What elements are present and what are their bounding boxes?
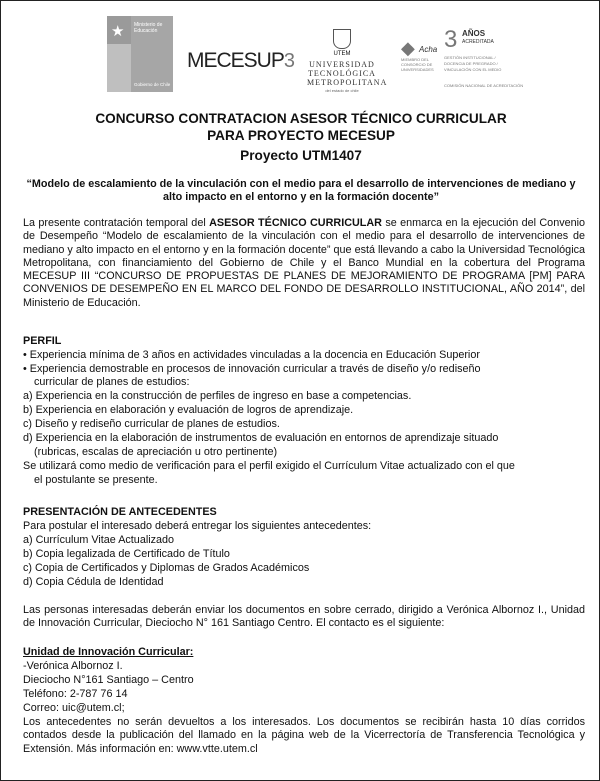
perfil-line: b) Experiencia en elaboración y evaluación de logros de aprendizaje. xyxy=(23,404,354,416)
utem-name2: TECNOLÓGICA xyxy=(308,69,376,78)
antecedentes-heading: PRESENTACIÓN DE ANTECEDENTES xyxy=(23,506,217,518)
contacto-line: -Verónica Albornoz I. xyxy=(23,660,123,672)
intro-pre: La presente contratación temporal del xyxy=(23,217,210,229)
anos-acred: ACREDITADA xyxy=(462,39,494,45)
anos-label: AÑOS xyxy=(462,29,486,38)
gob-line1: Ministerio de xyxy=(134,22,163,28)
utem-logo xyxy=(307,29,388,93)
anos-cna: COMISIÓN NACIONAL DE ACREDITACIÓN xyxy=(444,83,524,88)
star-icon: ★ xyxy=(111,23,125,40)
antecedentes-line: c) Copia de Certificados y Diplomas de Grados Académicos xyxy=(23,562,310,574)
antecedentes-line: b) Copia legalizada de Certificado de Título xyxy=(23,548,230,560)
perfil-line: a) Experiencia en la construcción de perfiles de ingreso en base a competencias. xyxy=(23,390,412,402)
perfil-line: Se utilizará como medio de verificación para el perfil exigido el Currículum Vitae actualizado con el que xyxy=(23,460,515,472)
title-line3: Proyecto UTM1407 xyxy=(240,148,362,163)
contacto-line: Teléfono: 2-787 76 14 xyxy=(23,688,128,700)
ministerio-logo xyxy=(107,16,173,92)
intro-paragraph xyxy=(23,217,585,310)
title-line2: PARA PROYECTO MECESUP xyxy=(207,128,395,143)
mecesup-num: 3 xyxy=(283,50,294,72)
antecedentes-line: Para postular el interesado deberá entregar los siguientes antecedentes: xyxy=(23,520,372,532)
anos-lines: GESTIÓN INSTITUCIONAL / DOCENCIA DE PREGRADO / VINCULACIÓN CON EL MEDIO xyxy=(444,55,502,72)
logo-header xyxy=(1,1,600,101)
mecesup-logo xyxy=(187,49,294,73)
acha-mark-icon: ◆ xyxy=(401,38,415,58)
perfil-line: • Experiencia mínima de 3 años en actividades vinculadas a la docencia en Educación Superior xyxy=(23,349,480,361)
shield-icon xyxy=(333,29,351,49)
utem-name1: UNIVERSIDAD xyxy=(309,60,375,69)
contacto-heading: Unidad de Innovación Curricular: xyxy=(23,646,194,658)
envio-paragraph: Las personas interesadas deberán enviar los documentos en sobre cerrado, dirigido a Verónica Albornoz I., Unidad de Innovación Curricular, Dieciocho N° 161 Santiago Centro. El contacto es el siguiente: xyxy=(23,604,585,630)
gob-line2: Educación xyxy=(134,28,158,34)
antecedentes-line: d) Copia Cédula de Identidad xyxy=(23,576,164,588)
anos-num: 3 xyxy=(444,26,458,53)
intro-bold: ASESOR TÉCNICO CURRICULAR xyxy=(209,217,382,229)
perfil-line: (rubricas, escalas de apreciación u otro pertinente) xyxy=(34,446,278,458)
perfil-line: c) Diseño y rediseño curricular de planes de estudios. xyxy=(23,418,280,430)
perfil-line: curricular de planes de estudios: xyxy=(34,376,190,388)
intro-post: se enmarca en la ejecución del Convenio de Desempeño “Modelo de escalamiento de la vinculación con el medio para el desarrollo de intervenciones de mediano y alto impacto en el entorno y en la formación docente” que está llevando a cabo la Universidad Tecnológica Metropolitana, con financiamiento del Gobierno de Chile y el Banco Mundial en la cobertura del Programa MECESUP III “CONCURSO DE PROPUESTAS DE PLANES DE MEJORAMIENTO DE PROGRAMA [PM] PARA CONVENIOS DE DESEMPEÑO EN EL MARCO DEL FONDO DE DESARROLLO INSTITUCIONAL, AÑO 2014”, del Ministerio de Educación. xyxy=(23,217,586,309)
contacto-line: Correo: uic@utem.cl; xyxy=(23,702,125,714)
project-quote: “Modelo de escalamiento de la vinculación con el medio para el desarrollo de intervenciones de mediano y alto impacto en el entorno y en la formación docente” xyxy=(26,178,576,203)
utem-abbr: UTEM xyxy=(333,51,351,57)
perfil-heading: PERFIL xyxy=(23,335,62,347)
perfil-line: • Experiencia demostrable en procesos de innovación curricular a través de diseño y/o rediseño xyxy=(23,363,481,375)
acha-text: Acha xyxy=(419,45,438,54)
gob-bottom: Gobierno de Chile xyxy=(134,82,171,87)
utem-sub: del estado de chile xyxy=(325,88,359,93)
mecesup-text: MECESUP xyxy=(187,49,284,72)
acreditacion-logo xyxy=(444,26,524,88)
acha-tagline: MIEMBRO DEL CONSORCIO DE UNIVERSIDADES xyxy=(401,57,434,72)
perfil-line: el postulante se presente. xyxy=(34,474,158,486)
cierre-paragraph: Los antecedentes no serán devueltos a los interesados. Los documentos se recibirán hasta 10 días corridos contados desde la publicación del llamado en la página web de la Vicerrectoría de Transferencia Tecnológica y Extensión. Más información en: www.vtte.utem.cl xyxy=(23,716,585,755)
utem-name3: METROPOLITANA xyxy=(307,78,388,87)
contacto-line: Dieciocho N°161 Santiago – Centro xyxy=(23,674,194,686)
acha-logo xyxy=(401,39,443,72)
antecedentes-line: a) Currículum Vitae Actualizado xyxy=(23,534,175,546)
perfil-line: d) Experiencia en la elaboración de instrumentos de evaluación en entornos de aprendizaje situado xyxy=(23,432,499,444)
title-line1: CONCURSO CONTRATACION ASESOR TÉCNICO CURRICULAR xyxy=(95,111,507,126)
